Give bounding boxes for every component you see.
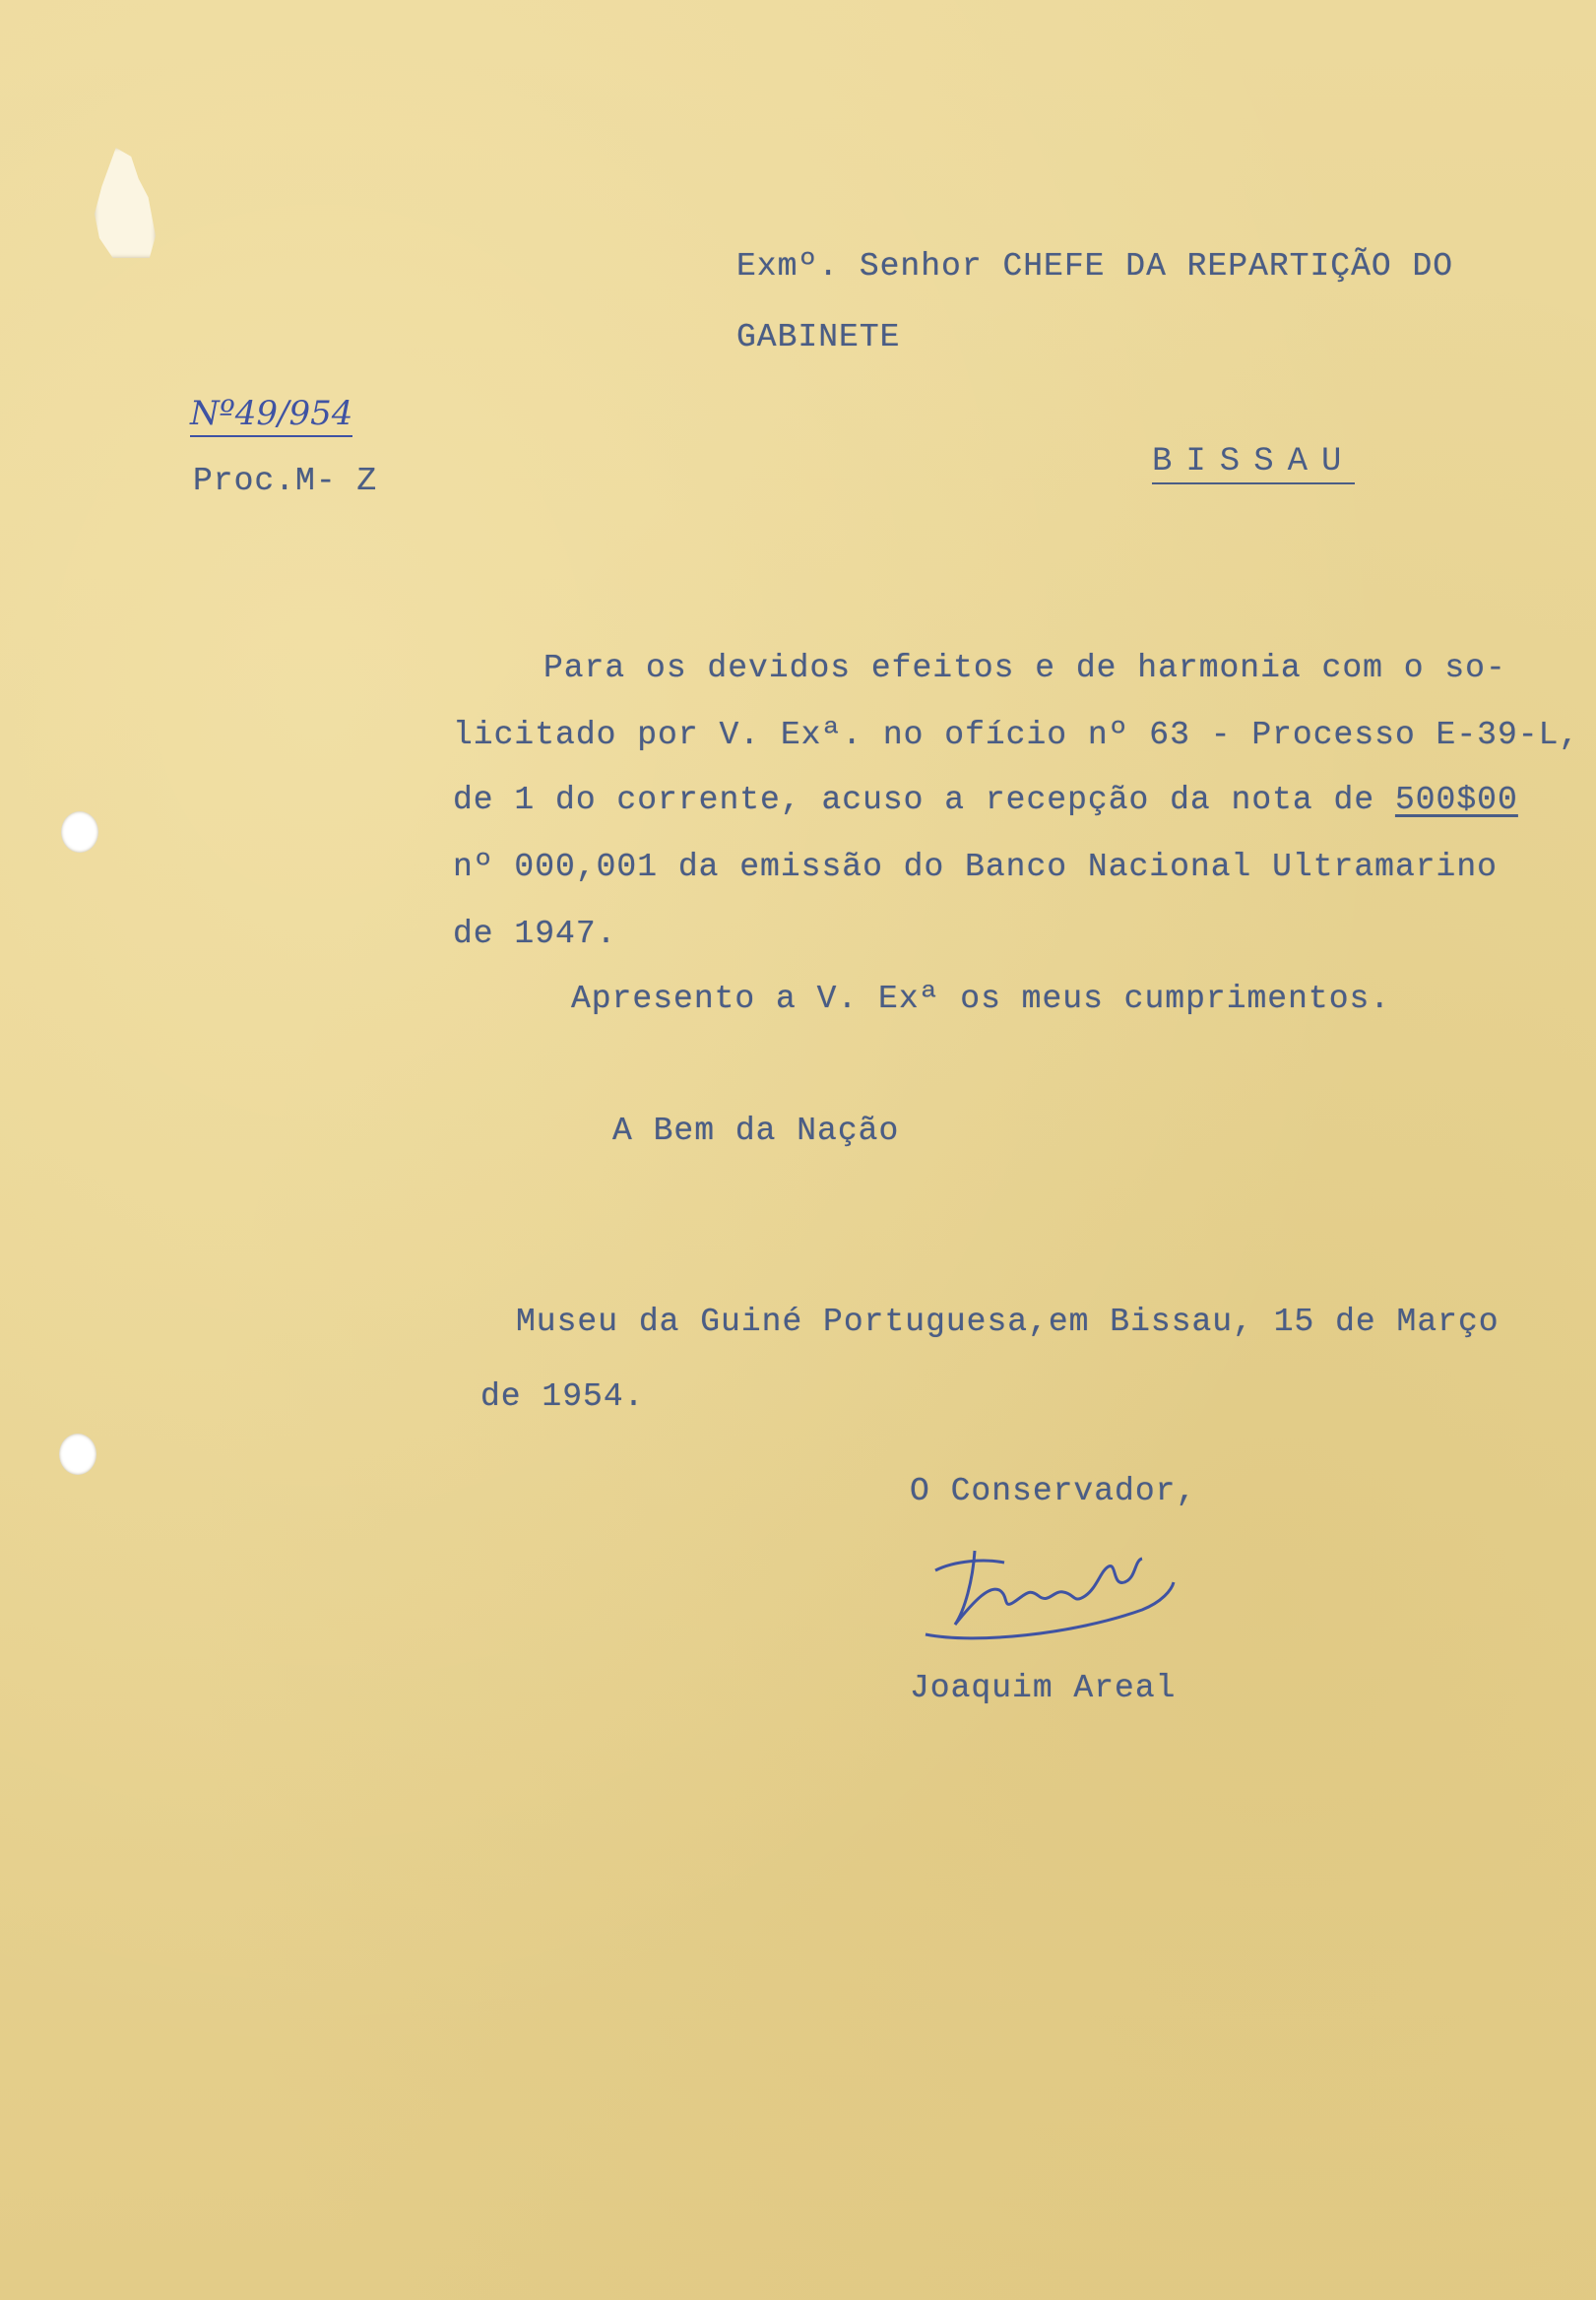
body-line-1: Para os devidos efeitos e de harmonia com o so- (543, 650, 1506, 686)
body-line-3-text: de 1 do corrente, acuso a recepção da nota de (453, 782, 1395, 818)
signer-name: Joaquim Areal (910, 1670, 1177, 1706)
punch-hole-bottom (59, 1434, 96, 1475)
signer-role: O Conservador, (910, 1473, 1197, 1509)
body-line-5: de 1947. (453, 916, 617, 952)
handwritten-signature (916, 1531, 1211, 1649)
note-amount: 500$00 (1394, 782, 1518, 818)
process-code: Proc.M- Z (193, 463, 378, 499)
torn-corner (95, 148, 156, 258)
addressee-line-2: GABINETE (736, 319, 901, 355)
body-line-2: licitado por V. Exª. no ofício nº 63 - Processo E-39-L, (453, 717, 1580, 753)
body-line-4: nº 000,001 da emissão do Banco Nacional Ultramarino (453, 849, 1498, 885)
addressee-line-1: Exmº. Senhor CHEFE DA REPARTIÇÃO DO (736, 248, 1454, 285)
punch-hole-top (61, 811, 98, 853)
place-date-line-2: de 1954. (480, 1378, 645, 1415)
reference-number: Nº49/954 (190, 394, 352, 437)
body-line-3 (453, 782, 1518, 818)
destination-city: BISSAU (1152, 443, 1355, 484)
place-date-line-1: Museu da Guiné Portuguesa,em Bissau, 15 de Março (516, 1304, 1500, 1340)
greeting-line: Apresento a V. Exª os meus cumprimentos. (571, 981, 1391, 1017)
salutation: A Bem da Nação (612, 1113, 900, 1149)
